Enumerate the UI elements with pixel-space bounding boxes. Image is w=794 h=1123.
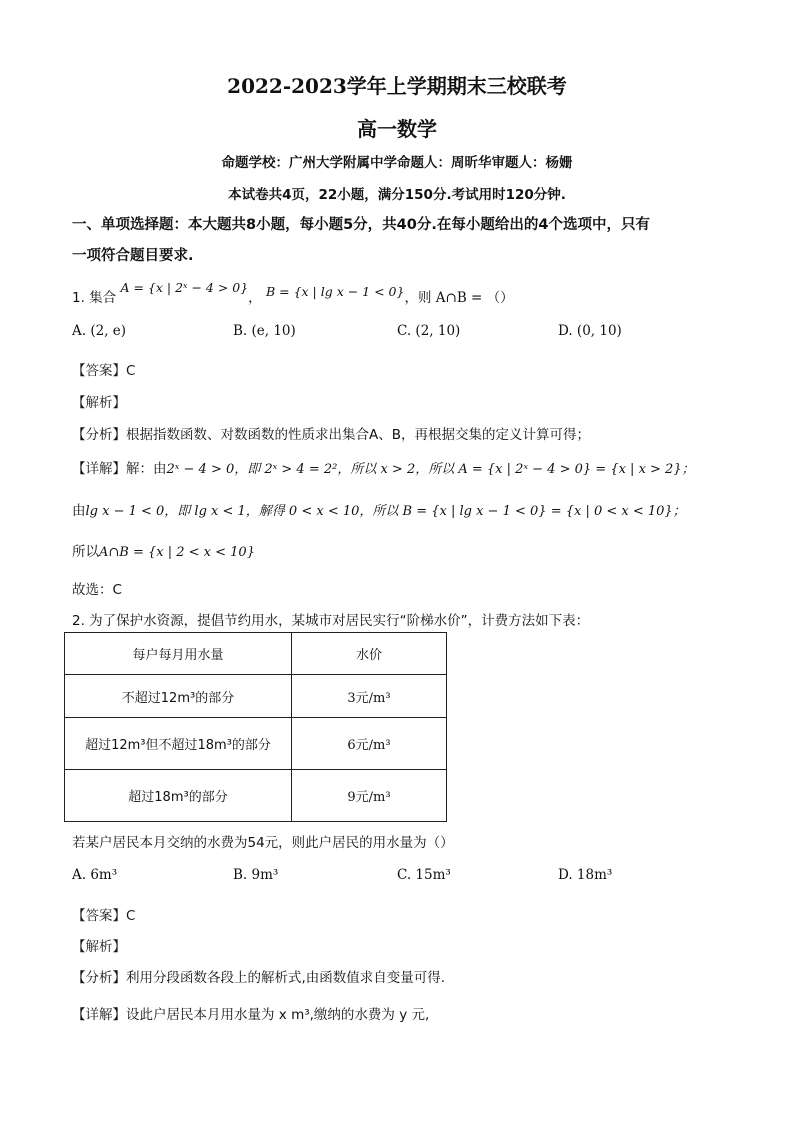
q1-analysis: 【分析】根据指数函数、对数函数的性质求出集合A、B，再根据交集的定义计算可得； bbox=[72, 427, 590, 443]
q1-option-b: B. (e, 10) bbox=[233, 323, 296, 339]
section1-line2: 一项符合题目要求. bbox=[72, 248, 194, 264]
q2-analysis-tag: 【解析】 bbox=[72, 939, 126, 955]
author-line: 命题学校：广州大学附属中学命题人：周昕华审题人：杨姗 bbox=[221, 155, 573, 171]
q1-prefix: 1. 集合 bbox=[72, 290, 117, 306]
table-row bbox=[65, 770, 447, 822]
q1-detail-2-math: lg x − 1 < 0，即 lg x < 1，解得 0 < x < 10，所以 B = {x | lg x − 1 < 0} = {x | 0 < x < 10}； bbox=[85, 504, 686, 519]
exam-title: 2022-2023学年上学期期末三校联考 bbox=[227, 74, 567, 98]
q1-detail-1-text: 【详解】解：由 bbox=[72, 461, 167, 477]
q1-option-d: D. (0, 10) bbox=[558, 323, 622, 339]
table-header-row bbox=[65, 633, 447, 675]
table-cell: 3元/m³ bbox=[292, 675, 447, 718]
q1-answer: 【答案】C bbox=[72, 363, 136, 379]
q2-analysis: 【分析】利用分段函数各段上的解析式,由函数值求自变量可得. bbox=[72, 970, 446, 986]
q1-option-c: C. (2, 10) bbox=[397, 323, 461, 339]
q1-ask: ，则 A∩B = （） bbox=[404, 290, 514, 306]
section1-line1: 一、单项选择题：本大题共8小题，每小题5分，共40分.在每小题给出的4个选项中，只有 bbox=[72, 217, 650, 233]
q1-detail-1-math: 2ˣ − 4 > 0，即 2ˣ > 4 = 2²，所以 x > 2，所以 A = {x | 2ˣ − 4 > 0} = {x | x > 2}； bbox=[166, 462, 695, 477]
q2-detail: 【详解】设此户居民本月用水量为 x m³,缴纳的水费为 y 元, bbox=[72, 1007, 430, 1023]
q1-detail-3-text: 所以 bbox=[72, 544, 99, 560]
q1-detail-3-math: A∩B = {x | 2 < x < 10} bbox=[99, 545, 255, 560]
exam-subject: 高一数学 bbox=[357, 117, 437, 141]
q1-detail-2 bbox=[72, 499, 686, 519]
table-cell: 6元/m³ bbox=[292, 718, 447, 770]
q2-option-c: C. 15m³ bbox=[397, 867, 451, 883]
table-cell: 超过12m³但不超过18m³的部分 bbox=[65, 718, 292, 770]
q1-set-a: A = {x | 2ˣ − 4 > 0} bbox=[120, 280, 249, 295]
table-cell: 不超过12m³的部分 bbox=[65, 675, 292, 718]
q1-stem bbox=[72, 280, 514, 306]
info-line: 本试卷共4页，22小题，满分150分.考试用时120分钟. bbox=[228, 187, 566, 203]
table-row bbox=[65, 675, 447, 718]
q1-comma: ， bbox=[248, 290, 262, 306]
q1-detail-2-text: 由 bbox=[72, 503, 86, 519]
table-cell: 9元/m³ bbox=[292, 770, 447, 822]
q1-option-a: A. (2, e) bbox=[72, 323, 127, 339]
q1-detail-1 bbox=[72, 457, 695, 477]
q1-analysis-tag: 【解析】 bbox=[72, 395, 126, 411]
table-header-usage: 每户每月用水量 bbox=[65, 633, 292, 675]
q1-conclusion: 故选：C bbox=[72, 582, 122, 598]
q2-option-d: D. 18m³ bbox=[558, 867, 613, 883]
water-price-table bbox=[64, 632, 447, 822]
table-row bbox=[65, 718, 447, 770]
q2-question: 若某户居民本月交纳的水费为54元，则此户居民的用水量为（） bbox=[72, 835, 454, 851]
table-header-price: 水价 bbox=[292, 633, 447, 675]
q2-option-a: A. 6m³ bbox=[72, 867, 118, 883]
table-cell: 超过18m³的部分 bbox=[65, 770, 292, 822]
q1-detail-3 bbox=[72, 540, 255, 560]
q2-stem: 2. 为了保护水资源，提倡节约用水，某城市对居民实行“阶梯水价”，计费方法如下表： bbox=[72, 613, 590, 629]
q1-set-b: B = {x | lg x − 1 < 0} bbox=[265, 284, 405, 299]
q2-answer: 【答案】C bbox=[72, 908, 136, 924]
q2-option-b: B. 9m³ bbox=[233, 867, 279, 883]
